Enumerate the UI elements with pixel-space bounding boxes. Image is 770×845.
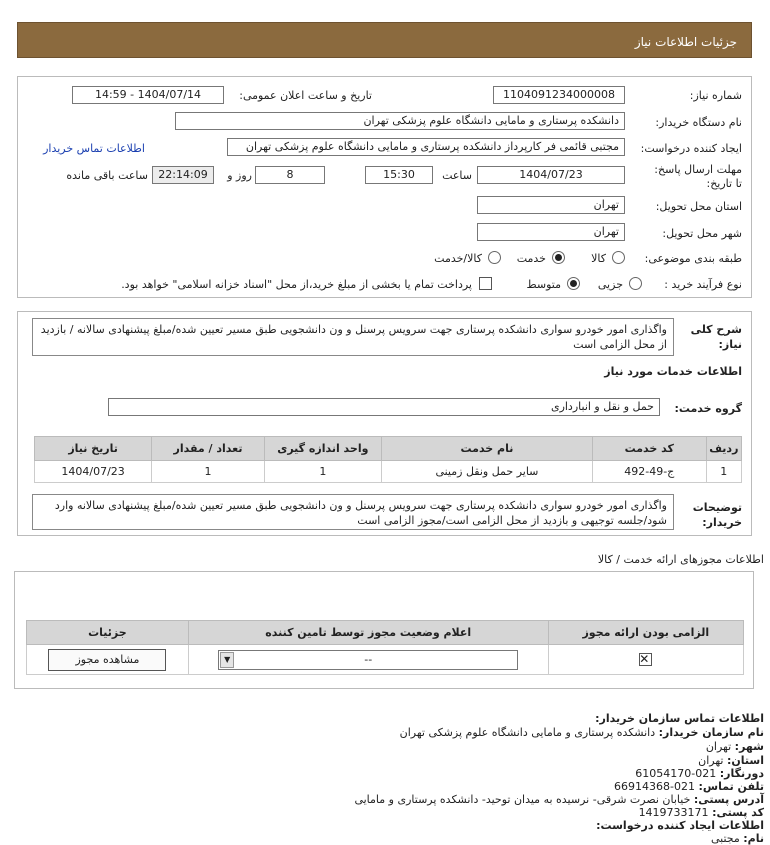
- category-label: طبقه بندی موضوعی:: [644, 252, 742, 265]
- process-partial-label: جزیی: [597, 278, 623, 291]
- dropdown-arrow-icon: ▼: [220, 652, 234, 668]
- col-row: ردیف: [706, 437, 741, 461]
- category-both-label: کالا/خدمت: [434, 252, 482, 265]
- announce-field: 1404/07/14 - 14:59: [72, 86, 224, 104]
- treasury-payment-checkbox[interactable]: [479, 277, 492, 290]
- remaining-time-field: 22:14:09: [152, 166, 214, 184]
- city-label: شهر محل تحویل:: [662, 227, 742, 240]
- announce-label: تاریخ و ساعت اعلان عمومی:: [239, 89, 372, 102]
- contact-phone: 021-66914368: [614, 780, 696, 793]
- contact-city-line: شهر: تهران: [705, 740, 764, 753]
- category-service-radio[interactable]: [552, 251, 565, 264]
- process-partial-radio[interactable]: [629, 277, 642, 290]
- contact-phone-line: تلفن تماس: 021-66914368: [614, 780, 764, 793]
- contact-postal-line: کد پستی: 1419733171: [638, 806, 764, 819]
- contact-org: دانشکده پرستاری و مامایی دانشگاه علوم پزشکی تهران: [399, 726, 656, 739]
- contact-fax: 021-61054170: [635, 767, 717, 780]
- category-goods-radio[interactable]: [612, 251, 625, 264]
- need-number-field: 1104091234000008: [493, 86, 625, 104]
- province-field: تهران: [477, 196, 625, 214]
- contact-title: اطلاعات تماس سازمان خریدار:: [595, 712, 764, 725]
- creator-field: مجتبی قائمی فر کارپرداز دانشکده پرستاری و مامایی دانشگاه علوم پزشکی تهران: [227, 138, 625, 156]
- col-service-code: کد خدمت: [592, 437, 706, 461]
- days-label: روز و: [227, 169, 252, 182]
- permit-status-select[interactable]: [218, 650, 518, 670]
- contact-city: تهران: [705, 740, 732, 753]
- deadline-label: مهلت ارسال پاسخ: تا تاریخ:: [654, 163, 742, 190]
- contact-org-line: نام سازمان خریدار: دانشکده پرستاری و مامایی دانشگاه علوم پزشکی تهران: [399, 726, 764, 739]
- category-goods-label: کالا: [591, 252, 606, 265]
- need-info-panel: [17, 76, 752, 298]
- category-service-label: خدمت: [516, 252, 546, 265]
- page-title: جزئیات اطلاعات نیاز: [634, 35, 737, 49]
- treasury-payment-note: پرداخت تمام یا بخشی از مبلغ خرید،از محل "اسناد خزانه اسلامی" خواهد بود.: [121, 278, 472, 291]
- contact-province: تهران: [698, 754, 724, 767]
- contact-address-line: آدرس پستی: خیابان نصرت شرقی- نرسیده به میدان توحید- دانشکده پرستاری و مامایی: [354, 793, 764, 806]
- cell-unit: 1: [264, 461, 381, 483]
- contact-province-line: استان: تهران: [698, 754, 764, 767]
- buyer-org-label: نام دستگاه خریدار:: [655, 116, 742, 129]
- deadline-date-field: 1404/07/23: [477, 166, 625, 184]
- x-mark-icon: ✕: [639, 652, 650, 667]
- services-title: اطلاعات خدمات مورد نیاز: [604, 365, 742, 378]
- buyer-contact-link[interactable]: اطلاعات تماس خریدار: [43, 142, 145, 155]
- creator-name-line: نام: مجتبی: [710, 832, 764, 845]
- city-field: تهران: [477, 223, 625, 241]
- days-field: 8: [255, 166, 325, 184]
- col-permit-status: اعلام وضعیت مجوز توسط تامین کننده: [188, 621, 548, 645]
- category-both-radio[interactable]: [488, 251, 501, 264]
- view-permit-button[interactable]: مشاهده مجوز: [48, 649, 166, 671]
- cell-service-name: سایر حمل ونقل زمینی: [381, 461, 592, 483]
- permit-status-value: --: [364, 652, 373, 666]
- col-permit-required: الزامی بودن ارائه مجوز: [548, 621, 743, 645]
- deadline-time-label: ساعت: [442, 169, 472, 182]
- table-row: [35, 461, 742, 483]
- process-medium-label: متوسط: [526, 278, 561, 291]
- province-label: استان محل تحویل:: [655, 200, 742, 213]
- col-service-name: نام خدمت: [381, 437, 592, 461]
- cell-row: 1: [706, 461, 741, 483]
- col-permit-details: جزئیات: [27, 621, 189, 645]
- permits-title: اطلاعات مجوزهای ارائه خدمت / کالا: [597, 553, 764, 566]
- contact-address: خیابان نصرت شرقی- نرسیده به میدان توحید- دانشکده پرستاری و مامایی: [354, 793, 691, 806]
- cell-quantity: 1: [152, 461, 265, 483]
- cell-need-date: 1404/07/23: [35, 461, 152, 483]
- remaining-label: ساعت باقی مانده: [66, 169, 148, 182]
- creator-label: ایجاد کننده درخواست:: [640, 142, 742, 155]
- process-label: نوع فرآیند خرید :: [664, 278, 742, 291]
- page-header: [17, 22, 752, 58]
- cell-service-code: ج-49-492: [592, 461, 706, 483]
- services-table: [34, 436, 742, 483]
- contact-postal: 1419733171: [638, 806, 709, 819]
- col-unit: واحد اندازه گیری: [264, 437, 381, 461]
- buyer-notes-text: واگذاری امور خودرو سواری دانشکده پرستاری جهت سرویس پرسنل و ون دانشجویی طبق مسیر تعیین شده/مبلغ پیشنهادی سالانه وارد شود/جلسه توجیهی و بازدید از محل الزامی است/مجوز الزامی است: [32, 494, 674, 530]
- description-label: شرح کلی نیاز:: [690, 323, 742, 351]
- service-group-field: حمل و نقل و انبارداری: [108, 398, 660, 416]
- service-group-label: گروه خدمت:: [674, 402, 742, 415]
- col-quantity: تعداد / مقدار: [152, 437, 265, 461]
- creator-info-title: اطلاعات ایجاد کننده درخواست:: [596, 819, 764, 832]
- need-number-label: شماره نیاز:: [689, 89, 742, 102]
- contact-fax-line: دورنگار: 021-61054170: [635, 767, 764, 780]
- buyer-notes-label: توضیحات خریدار:: [692, 501, 742, 529]
- permit-required-checkbox[interactable]: [639, 653, 652, 666]
- col-need-date: تاریخ نیاز: [35, 437, 152, 461]
- process-medium-radio[interactable]: [567, 277, 580, 290]
- creator-name: مجتبی: [710, 832, 740, 845]
- description-text: واگذاری امور خودرو سواری دانشکده پرستاری جهت سرویس پرسنل و ون دانشجویی طبق مسیر تعیین شده/مبلغ پیشنهادی سالانه / بازدید از محل الزامی است: [32, 318, 674, 356]
- permits-table: [26, 620, 744, 675]
- deadline-time-field: 15:30: [365, 166, 433, 184]
- table-row: [27, 645, 744, 675]
- buyer-org-field: دانشکده پرستاری و مامایی دانشگاه علوم پزشکی تهران: [175, 112, 625, 130]
